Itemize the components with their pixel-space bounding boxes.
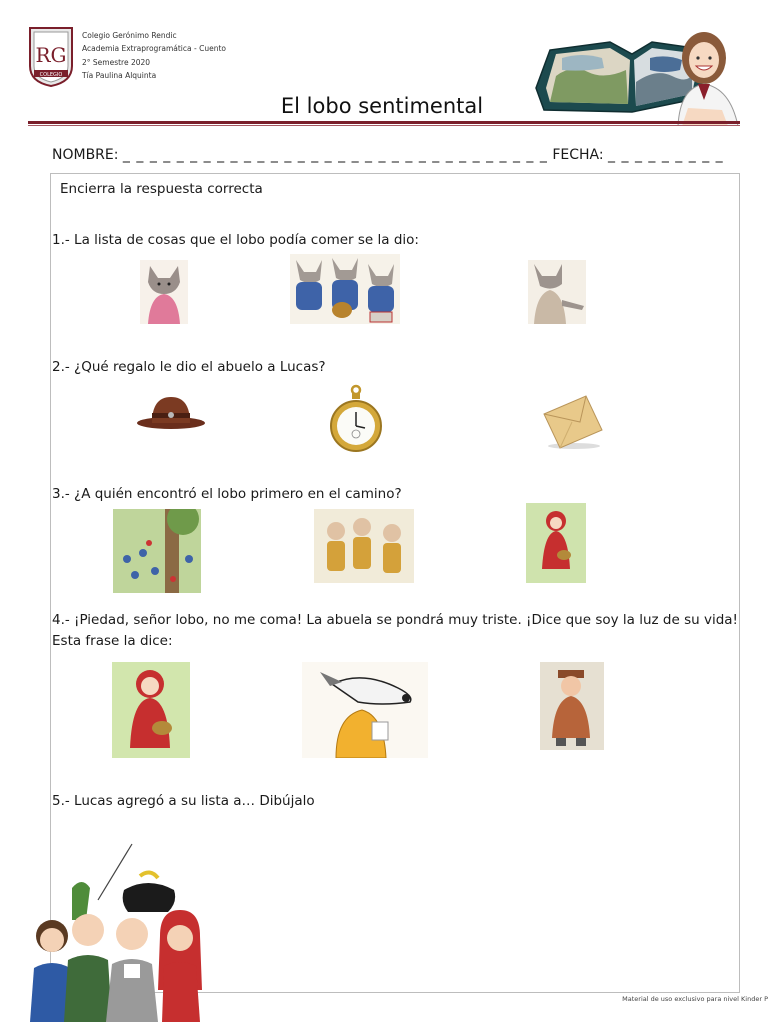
page-title: El lobo sentimental — [280, 94, 484, 118]
envelope-icon[interactable] — [540, 392, 606, 450]
crest-letters: RG — [35, 43, 67, 67]
question-1: 1.- La lista de cosas que el lobo podía comer se la dio: — [52, 232, 419, 248]
teacher-name: Tía Paulina Alquinta — [82, 70, 157, 80]
red-riding-hood-with-basket-icon[interactable] — [112, 662, 190, 758]
school-info — [82, 29, 226, 82]
date-label: FECHA: — [552, 147, 604, 163]
three-pigs-musicians-icon[interactable] — [290, 254, 400, 324]
school-crest-icon — [28, 26, 74, 88]
academy-name: Academia Extraprogramática - Cuento — [82, 44, 226, 54]
footer-note: Material de uso exclusivo para nivel Kinder P — [622, 995, 768, 1003]
name-date-row — [52, 147, 724, 163]
date-blank[interactable]: _ _ _ _ _ _ _ _ _ — [608, 147, 724, 163]
grandpa-icon[interactable] — [540, 662, 604, 750]
question-2: 2.- ¿Qué regalo le dio el abuelo a Lucas? — [52, 359, 326, 375]
title-rule — [28, 121, 740, 124]
crest-ribbon: COLEGIO — [39, 72, 63, 78]
wolf-in-dress-icon[interactable] — [140, 260, 188, 324]
school-name: Colegio Gerónimo Rendic — [82, 31, 177, 40]
question-4-continued: Esta frase la dice: — [52, 633, 173, 649]
question-4: 4.- ¡Piedad, señor lobo, no me coma! La abuela se pondrá muy triste. ¡Dice que soy la luz de su vida! — [52, 612, 738, 628]
pocket-watch-icon[interactable] — [330, 384, 382, 454]
question-3: 3.- ¿A quién encontró el lobo primero en el camino? — [52, 486, 402, 502]
children-illustration — [28, 840, 210, 1022]
wolf-in-coat-icon[interactable] — [528, 260, 586, 324]
hat-icon[interactable] — [136, 393, 206, 431]
wolf-holding-paper-icon[interactable] — [302, 662, 428, 758]
question-5: 5.- Lucas agregó a su lista a… Dibújalo — [52, 793, 315, 809]
name-label: NOMBRE: — [52, 147, 119, 163]
three-pigs-icon[interactable] — [314, 509, 414, 583]
name-blank[interactable]: _ _ _ _ _ _ _ _ _ _ _ _ _ _ _ _ _ _ _ _ _ _ _ _ _ _ _ _ _ _ _ _ — [122, 147, 548, 163]
children-in-forest-icon[interactable] — [113, 509, 201, 593]
instructions: Encierra la respuesta correcta — [60, 181, 263, 197]
title-rule-thin — [28, 125, 740, 126]
semester: 2° Semestre 2020 — [82, 57, 151, 67]
red-riding-hood-icon[interactable] — [526, 503, 586, 583]
